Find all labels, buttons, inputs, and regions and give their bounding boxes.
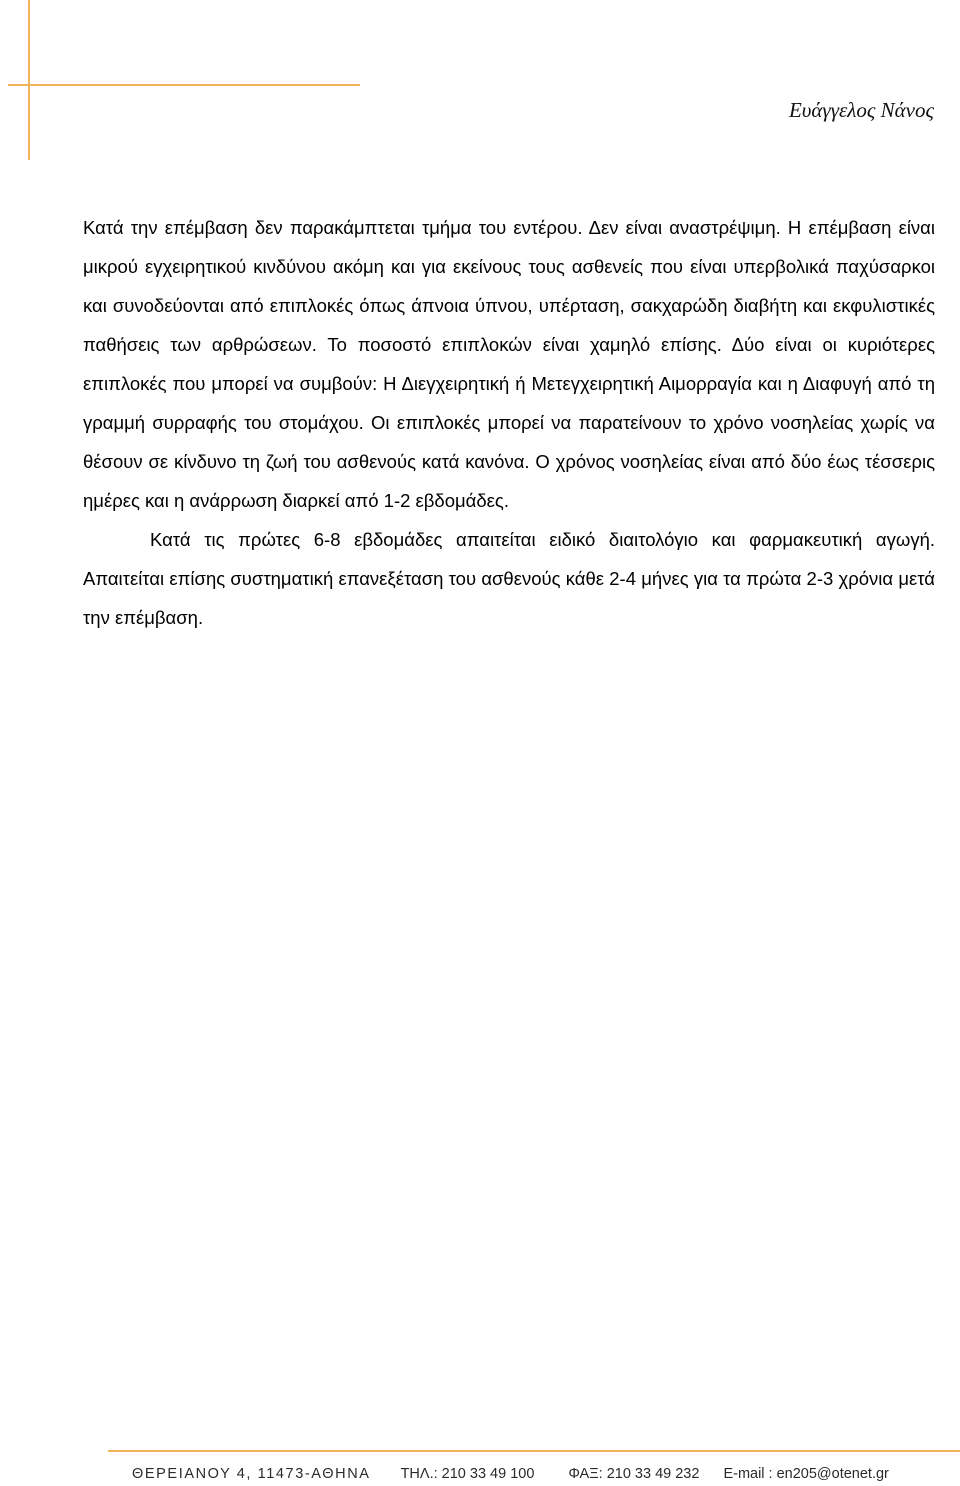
paragraph-1: Κατά την επέμβαση δεν παρακάμπτεται τμήμα του εντέρου. Δεν είναι αναστρέψιμη. Η επέμβαση είναι μικρού εγχειρητικού κινδύνου ακόμη και για εκείνους τους ασθενείς που είναι υπερβολικά παχύσαρκοι και συνοδεύονται από επιπλοκές όπως άπνοια ύπνου, υπέρταση, σακχαρώδη διαβήτη και εκφυλιστικές παθήσεις των αρθρώσεων. Το ποσοστό επιπλοκών είναι χαμηλό επίσης. Δύο είναι οι κυριότερες επιπλοκές που μπορεί να συμβούν: Η Διεγχειρητική ή Μετεγχειρητική Αιμορραγία και η Διαφυγή από τη γραμμή συρραφής του στομάχου. Οι επιπλοκές μπορεί να παρατείνουν το χρόνο νοσηλείας χωρίς να θέσουν σε κίνδυνο τη ζωή του ασθενούς κατά κανόνα. Ο χρόνος νοσηλείας είναι από δύο έως τέσσερις ημέρες και η ανάρρωση διαρκεί από 1-2 εβδομάδες.: [83, 217, 935, 511]
body-text: [83, 208, 935, 637]
author-name: Ευάγγελος Νάνος: [788, 98, 934, 122]
footer-address: ΘΕΡΕΙΑΝΟΥ 4, 11473-ΑΘΗΝΑ: [132, 1466, 371, 1482]
footer-phone: ΤΗΛ.: 210 33 49 100: [400, 1466, 535, 1482]
corner-horizontal-line: [8, 84, 360, 86]
paragraph-2: Κατά τις πρώτες 6-8 εβδομάδες απαιτείται ειδικό διαιτολόγιο και φαρμακευτική αγωγή. Απαιτείται επίσης συστηματική επανεξέταση του ασθενούς κάθε 2-4 μήνες για τα πρώτα 2-3 χρόνια μετά την επέμβαση.: [83, 529, 935, 628]
footer-contact: [132, 1466, 960, 1482]
footer-fax: ΦΑΞ: 210 33 49 232: [568, 1466, 700, 1482]
footer-divider: [108, 1450, 960, 1452]
footer-email[interactable]: E-mail : en205@otenet.gr: [723, 1466, 889, 1482]
corner-vertical-line: [28, 0, 30, 160]
